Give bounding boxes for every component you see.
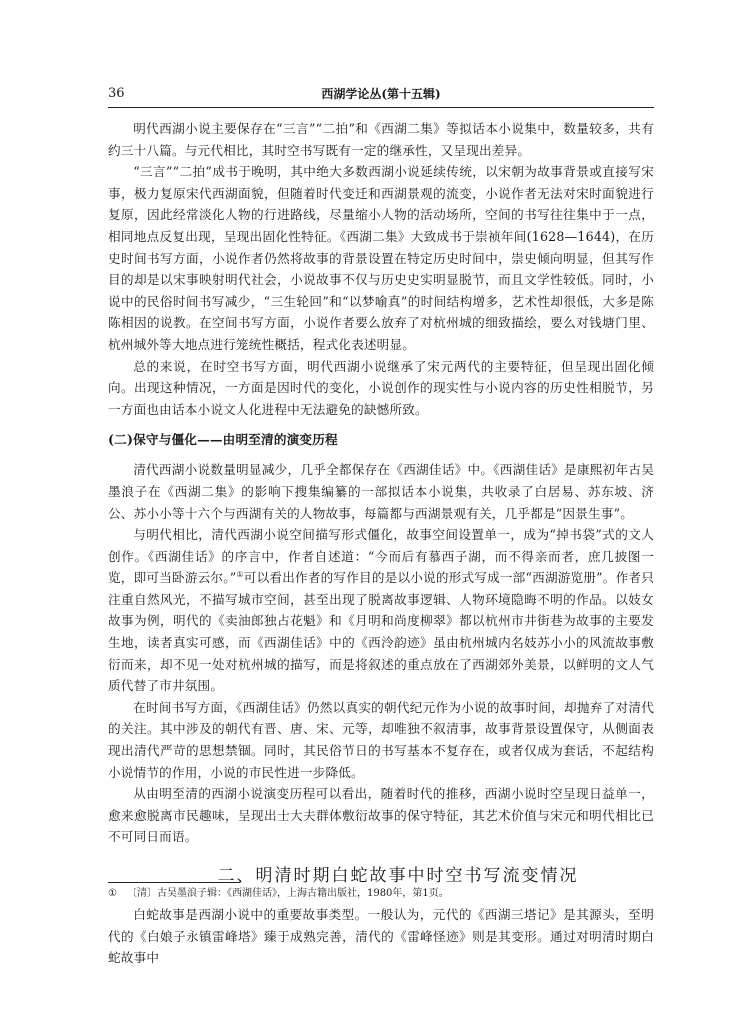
paragraph: “三言”“二拍”成书于晚明，其中绝大多数西湖小说延续传统，以宋朝为故事背景或直接写宋事，极力复原宋代西湖面貌，但随着时代变迁和西湖景观的流变，小说作者无法对宋时面貌进行复原，因此经常淡化人物的行进路线，尽量缩小人物的活动场所，空间的书写往往集中于一点，相同地点反复出现，呈现出固化性特征。《西湖二集》大致成书于崇祯年间(1628—1644)，在历史时间书写方面，小说作者仍然将故事的背景设置在特定历史时间中，崇史倾向明显，但其写作目的却是以宋事映射明代社会，小说故事不仅与历史史实明显脱节，而且文学性较低。同时，小说中的民俗时间书写减少，“三生轮回”和“以梦喻真”的时间结构增多，艺术性却很低，大多是陈陈相因的说教。在空间书写方面，小说作者要么放弃了对杭州城的细致描绘，要么对钱塘门里、杭州城外等大地点进行笼统性概括，程式化表述明显。 (108, 164, 654, 352)
running-title: 西湖学论丛(第十五辑) (321, 87, 441, 101)
paragraph: 白蛇故事是西湖小说中的重要故事类型。一般认为，元代的《西湖三塔记》是其源头，至明代的《白娘子永镇雷峰塔》臻于成熟完善，清代的《雷峰怪迹》则是其变形。通过对明清时期白蛇故事中 (108, 907, 654, 966)
paragraph: 清代西湖小说数量明显减少，几乎全都保存在《西湖佳话》中。《西湖佳话》是康熙初年古吴墨浪子在《西湖二集》的影响下搜集编纂的一部拟话本小说集，共收录了白居易、苏东坡、济公、苏小小等十六个与西湖有关的人物故事，每篇都与西湖景观有关，几乎都是“因景生事”。 (108, 462, 654, 521)
paragraph: 从由明至清的西湖小说演变历程可以看出，随着时代的推移，西湖小说时空呈现日益单一，愈来愈脱离市民趣味，呈现出士大夫群体敷衍故事的保守特征，其艺术价值与宋元和明代相比已不可同日而语。 (108, 786, 654, 845)
page-header (108, 84, 654, 104)
paragraph: 总的来说，在时空书写方面，明代西湖小说继承了宋元两代的主要特征，但呈现出固化倾向。出现这种情况，一方面是因时代的变化，小说创作的现实性与小说内容的历史性相脱节，另一方面也由话本小说文人化进程中无法避免的缺憾所致。 (108, 358, 654, 417)
footnote (108, 886, 654, 902)
footnote-rule (108, 882, 240, 883)
header-rule (108, 107, 654, 108)
paragraph-text: 可以看出作者的写作目的是以小说的形式写成一部“西湖游览册”。作者只注重自然风光，不描写城市空间，甚至出现了脱离故事逻辑、人物环境隐晦不明的作品。以妓女故事为例，明代的《卖油郎独占花魁》和《月明和尚度柳翠》都以杭州市井街巷为故事的主要发生地，读者真实可感，而《西湖佳话》中的《西泠韵迹》虽由杭州城内名妓苏小小的风流故事敷衍而来，却不见一处对杭州城的描写，而是将叙述的重点放在了西湖郊外美景，以鲜明的文人气质代替了市井氛围。 (108, 570, 655, 694)
paragraph: 明代西湖小说主要保存在“三言”“二拍”和《西湖二集》等拟话本小说集中，数量较多，共有约三十八篇。与元代相比，其时空书写既有一定的继承性，又呈现出差异。 (108, 121, 654, 158)
footnote-mark: ① (108, 888, 117, 899)
page-number: 36 (108, 86, 125, 101)
footnote-reference: ① (236, 570, 244, 580)
paragraph-text: 与明代相比，清代西湖小说空间描写形式僵化，故事空间设置单一，成为“掉书袋”式的文人创作。《西湖佳话》的序言中，作者自述道：“今而后有慕西子湖，而不得亲而者，庶几披图一览，即可当卧游云尔。” (108, 527, 654, 586)
paragraph: 在时间书写方面，《西湖佳话》仍然以真实的朝代纪元作为小说的故事时间，却抛弃了对清代的关注。其中涉及的朝代有晋、唐、宋、元等，却唯独不叙清事，故事背景设置保守，从侧面表现出清代严苛的思想禁锢。同时，其民俗节日的书写基本不复存在，或者仅成为套话，不起结构小说情节的作用，小说的市民性进一步降低。 (108, 699, 654, 780)
body-text (108, 118, 654, 969)
footnote-text: 〔清〕古吴墨浪子辑：《西湖佳话》，上海古籍出版社，1980年，第1页。 (126, 888, 449, 899)
section-heading: (二)保守与僵化——由明至清的演变历程 (108, 432, 338, 448)
chapter-heading: 二、明清时期白蛇故事中时空书写流变情况 (217, 866, 579, 886)
paragraph (108, 524, 654, 697)
